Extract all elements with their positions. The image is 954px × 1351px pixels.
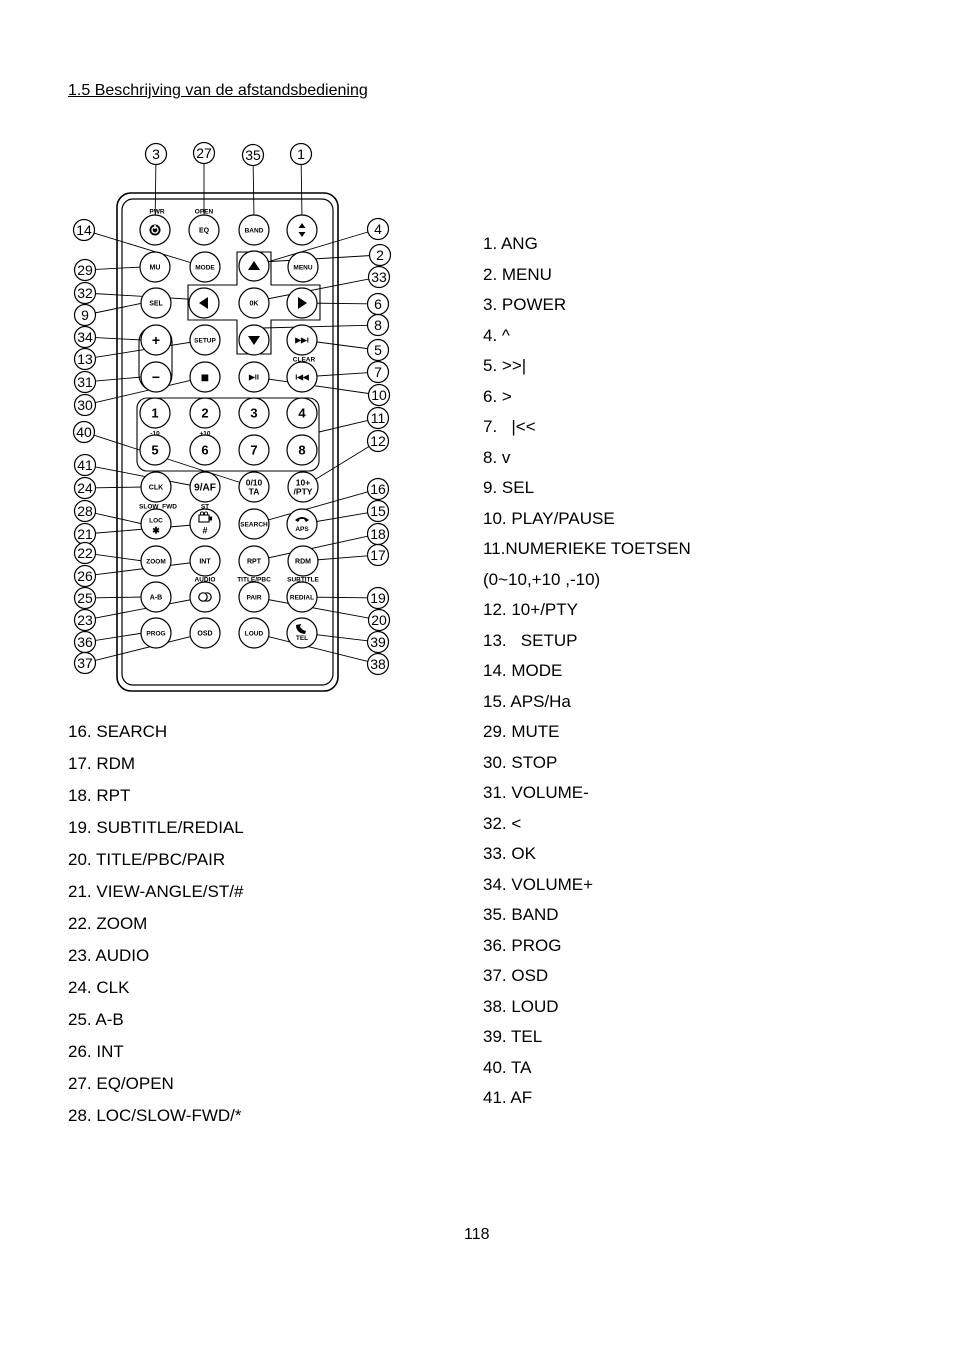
ab-button[interactable] [141,582,171,612]
leader-line-29 [95,267,142,269]
num3-button[interactable] [239,398,269,428]
page-number: 118 [464,1226,490,1243]
num4-button[interactable] [287,398,317,428]
callout-number: 27 [196,145,212,161]
small-label-minus10: -10 [150,430,160,438]
ang-button[interactable] [287,215,317,245]
callout-22 [75,543,96,564]
clk-label: CLK [148,484,164,492]
power-button[interactable] [140,215,170,245]
leader-line-24 [95,487,143,488]
callout-13 [75,349,96,370]
legend-item: 12. 10+/PTY [483,600,578,619]
legend-item: 19. SUBTITLE/REDIAL [68,818,244,837]
callout-number: 31 [77,374,93,390]
callout-number: 6 [374,296,382,312]
legend-item: 23. AUDIO [68,946,150,965]
callout-40 [74,422,95,443]
callout-number: 32 [77,285,93,301]
callout-number: 34 [77,329,93,345]
callout-31 [75,372,96,393]
loud-button[interactable] [239,618,269,648]
callout-number: 9 [81,307,89,323]
pty-label: 10+ [295,477,311,488]
st-sublabel: # [202,525,208,536]
callout-number: 1 [297,146,305,162]
loc-sublabel: ✱ [152,525,160,536]
play-pause-button[interactable] [239,362,269,392]
legend-item: 34. VOLUME+ [483,874,594,894]
num6-label: 6 [201,442,209,458]
right-arrow-button[interactable] [287,288,317,318]
leader-line-9 [95,303,143,313]
left-arrow-button[interactable] [189,288,219,318]
num1-button[interactable] [140,398,170,428]
next-label: ▶▶I [295,335,309,345]
legend-item: 22. ZOOM [68,914,148,933]
pty-sublabel: /PTY [293,486,313,497]
callout-number: 4 [374,221,382,237]
callout-6 [368,294,389,315]
search-label: SEARCH [240,521,268,529]
callout-number: 29 [77,262,93,278]
up-arrow-button[interactable] [239,251,269,281]
callout-8 [368,315,389,336]
callout-number: 18 [370,526,386,542]
num1-label: 1 [151,405,159,421]
legend-item: 1. ANG [483,234,538,253]
power-icon [150,225,161,236]
rpt-label: RPT [247,558,261,566]
legend-item: 14. MODE [483,661,563,680]
legend-item: 5. >>| [483,356,527,375]
callout-39 [368,632,389,653]
st-button[interactable] [190,509,220,539]
leader-line-22 [95,554,143,561]
num5-button[interactable] [140,435,170,465]
legend-item: 38. LOUD [483,996,559,1016]
callout-number: 25 [77,590,93,606]
callout-number: 21 [77,526,93,542]
legend-item: 28. LOC/SLOW-FWD/* [68,1106,242,1125]
legend-item: 36. PROG [483,935,562,955]
zoom-button[interactable] [141,546,171,576]
callout-12 [368,431,389,452]
callout-36 [75,632,96,653]
callout-numbers [74,143,391,675]
leader-line-28 [95,513,143,524]
callout-33 [369,267,390,288]
callout-number: 7 [374,364,382,380]
small-label-plus10: +10 [199,430,211,438]
callout-24 [75,478,96,499]
callout-30 [75,395,96,416]
legend-item: 26. INT [68,1042,124,1061]
sel-label: SEL [149,300,163,308]
stop-label: ■ [200,369,210,386]
legend-item: 29. MUTE [483,722,560,741]
sel-button[interactable] [141,288,171,318]
legend-item: 15. APS/Ha [483,691,571,711]
mode-label: MODE [195,264,215,272]
osd-button[interactable] [190,618,220,648]
callout-number: 16 [370,481,386,497]
vol-minus-label: − [151,369,161,386]
callout-18 [368,524,389,545]
callout-37 [75,653,96,674]
band-label: BAND [244,227,264,235]
remote-control-diagram [64,136,404,696]
down-arrow-button[interactable] [239,325,269,355]
play-pause-label: ▶II [249,372,259,382]
rdm-label: RDM [295,558,311,566]
legend-item: 27. EQ/OPEN [68,1074,174,1093]
legend-item: 4. ^ [483,325,510,345]
rpt-button[interactable] [239,546,269,576]
legend-item: 40. TA [483,1057,532,1077]
legend-item: 25. A-B [68,1010,124,1029]
zoom-label: ZOOM [146,558,166,566]
leader-line-40 [94,435,254,487]
callout-4 [368,219,389,240]
leader-line-34 [95,338,142,340]
callout-41 [75,455,96,476]
legend-item: 9. SEL [483,478,535,497]
num2-label: 2 [201,405,209,421]
callout-number: 3 [152,146,160,162]
vol-plus-label: + [151,332,161,349]
callout-number: 23 [77,612,93,628]
audio-button[interactable] [190,582,220,612]
legend-item: 3. POWER [483,295,567,314]
loc-label: LOC [149,517,163,525]
leader-line-35 [253,165,254,218]
callout-21 [75,524,96,545]
num7-label: 7 [250,442,258,458]
callout-20 [369,610,390,631]
legend-item: 41. AF [483,1088,533,1107]
callout-number: 41 [77,457,93,473]
legend-item: 18. RPT [68,786,131,805]
callout-number: 35 [245,147,261,163]
callout-1 [291,144,312,165]
leader-line-11 [319,420,368,432]
setup-button[interactable] [190,325,220,355]
callout-number: 39 [370,634,386,650]
redial-button[interactable] [287,582,317,612]
callout-number: 13 [77,351,93,367]
callout-leader-lines [94,164,370,662]
int-button[interactable] [190,546,220,576]
callout-38 [368,654,389,675]
callout-26 [75,566,96,587]
stop-button[interactable] [190,362,220,392]
callout-19 [368,588,389,609]
legend-item: 30. STOP [483,752,558,772]
leader-line-31 [95,377,142,381]
loud-label: LOUD [244,630,264,638]
callout-number: 20 [371,612,387,628]
prev-label: I◀◀ [295,372,309,382]
leader-line-36 [95,633,143,640]
legend-item: 39. TEL [483,1027,543,1046]
legend-item: 11.NUMERIEKE TOETSEN [483,539,691,558]
pair-button[interactable] [239,582,269,612]
callout-number: 26 [77,568,93,584]
legend-item: 21. VIEW-ANGLE/ST/# [68,882,244,901]
callout-number: 40 [76,424,92,440]
legend-item: 10. PLAY/PAUSE [483,508,615,528]
small-label-slowfwd: SLOW_FWD [139,503,177,511]
num2-button[interactable] [190,398,220,428]
callout-25 [75,588,96,609]
pty-button[interactable] [288,472,318,502]
num7-button[interactable] [239,435,269,465]
legend-item: 8. v [483,447,511,467]
ok-button[interactable] [239,288,269,318]
leader-line-1 [301,164,302,217]
callout-11 [368,408,389,429]
callout-29 [75,260,96,281]
af-button[interactable] [190,472,220,502]
redial-label: REDIAL [289,594,315,602]
num8-button[interactable] [287,435,317,465]
legend-item: 6. > [483,386,512,406]
vol-plus-button[interactable] [141,325,171,355]
callout-number: 11 [370,410,386,426]
tel-button[interactable] [287,618,317,648]
setup-label: SETUP [194,337,216,345]
legend-item: 35. BAND [483,905,559,924]
band-button[interactable] [239,215,269,245]
callout-15 [368,501,389,522]
legend-item: 17. RDM [68,754,136,773]
callout-number: 33 [371,269,387,285]
prev-button[interactable] [287,362,317,392]
callout-23 [75,610,96,631]
small-label-clear: CLEAR [292,356,316,364]
legend-item: 32. < [483,813,522,833]
callout-number: 2 [376,247,384,263]
menu-label: MENU [293,264,313,272]
int-label: INT [199,558,211,566]
callout-number: 5 [374,342,382,358]
osd-label: OSD [197,630,213,638]
vol-minus-button[interactable] [141,362,171,392]
callout-number: 37 [77,655,93,671]
ok-label: 0K [249,300,259,308]
callout-3 [146,144,167,165]
callout-number: 38 [370,656,386,672]
num8-label: 8 [298,442,306,458]
callout-7 [368,362,389,383]
legend-item: 24. CLK [68,978,130,997]
legend-item: 2. MENU [483,264,552,284]
ta-sublabel: TA [248,486,260,497]
callout-16 [368,479,389,500]
small-label-open: OPEN [194,208,214,216]
leader-line-25 [95,597,143,598]
num5-label: 5 [151,442,159,458]
eq-label: EQ [198,227,210,235]
menu-button[interactable] [288,252,318,282]
prog-button[interactable] [141,618,171,648]
ta-button[interactable] [239,472,269,502]
legend-item: 13. SETUP [483,630,578,650]
pair-label: PAIR [246,594,262,602]
mode-button[interactable] [190,252,220,282]
num4-label: 4 [298,405,306,421]
small-label-audio: AUDIO [194,576,216,584]
search-button[interactable] [239,509,269,539]
af-label: 9/AF [194,482,216,494]
next-button[interactable] [287,325,317,355]
callout-32 [75,283,96,304]
eq-button[interactable] [189,215,219,245]
callout-number: 22 [77,545,93,561]
mu-label: MU [149,264,161,272]
callout-27 [194,143,215,164]
ta-label: 0/10 [245,477,263,488]
legend-item: 31. VOLUME- [483,783,589,802]
callout-14 [74,220,95,241]
clk-button[interactable] [141,472,171,502]
legend-item: 37. OSD [483,966,549,985]
callout-number: 17 [370,547,386,563]
callout-2 [370,245,391,266]
mu-button[interactable] [140,252,170,282]
callout-28 [75,501,96,522]
small-label-pwr: PWR [149,208,165,216]
small-label-st: ST [200,503,210,511]
callout-9 [75,305,96,326]
callout-number: 19 [370,590,386,606]
callout-number: 28 [77,503,93,519]
ab-label: A-B [149,594,163,602]
legend-item: 16. SEARCH [68,722,168,741]
callout-number: 12 [370,433,386,449]
callout-10 [369,385,390,406]
legend-item: 20. TITLE/PBC/PAIR [68,850,226,869]
tel-label: TEL [295,635,309,642]
callout-number: 15 [370,503,386,519]
callout-number: 24 [77,480,93,496]
num6-button[interactable] [190,435,220,465]
callout-17 [368,545,389,566]
aps-label: APS [295,526,309,533]
loc-button[interactable] [141,509,171,539]
callout-35 [243,145,264,166]
callout-number: 36 [77,634,93,650]
small-label-titlepbc: TITLE/PBC [237,576,271,584]
legend-item: 33. OK [483,844,536,863]
callout-34 [75,327,96,348]
callout-5 [368,340,389,361]
rdm-button[interactable] [288,546,318,576]
num3-label: 3 [250,405,258,421]
aps-button[interactable] [287,509,317,539]
legend-item: 7. |<< [483,417,536,436]
small-label-subtitle: SUBTITLE [287,576,319,584]
callout-number: 30 [77,397,93,413]
callout-number: 10 [371,387,387,403]
legend-item: (0~10,+10 ,-10) [483,569,601,589]
leader-line-8 [262,325,368,328]
prog-label: PROG [146,630,166,638]
page-heading: 1.5 Beschrijving van de afstandsbediening [68,82,368,99]
callout-number: 8 [374,317,382,333]
callout-number: 14 [76,222,92,238]
